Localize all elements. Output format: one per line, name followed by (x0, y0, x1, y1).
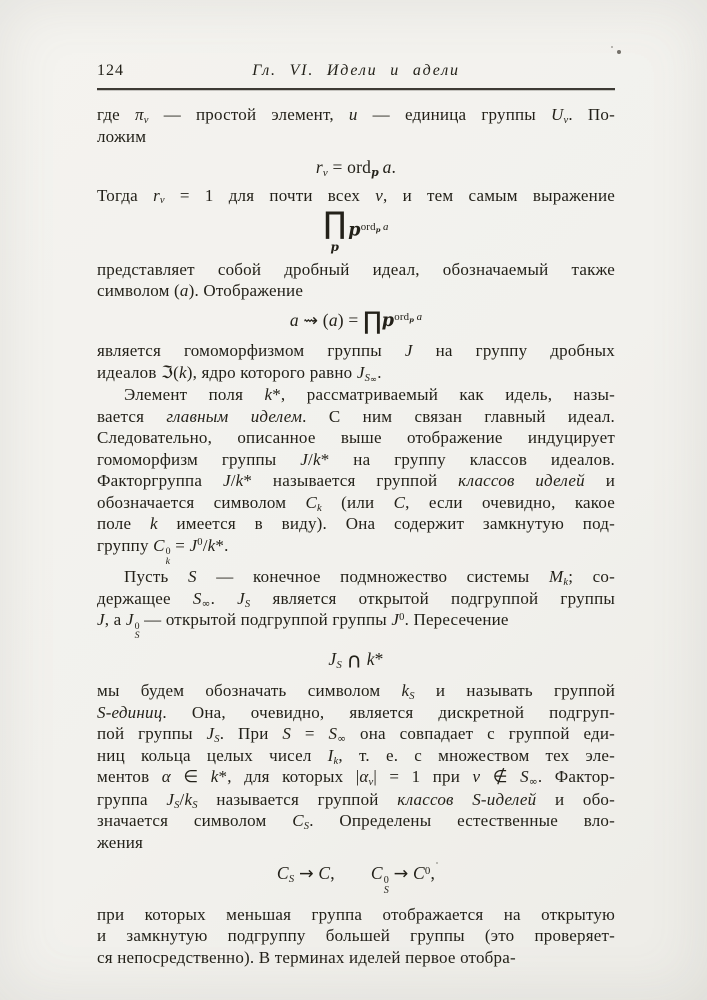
paragraph-predstavlyaet (97, 259, 615, 302)
paragraph-togda (97, 185, 615, 207)
text-line: символом (a). Отображение (97, 281, 304, 300)
text-line: Следовательно, описанное выше отображение индуцирует (97, 428, 615, 448)
paragraph-polozhim (97, 104, 615, 147)
text-line: является гомоморфизмом группы J на группу дробных (97, 341, 615, 361)
text-line: ниц кольца целых чисел $I_k$, т. е. с множеством тех эле- (97, 745, 616, 767)
text-line: Факторгруппа J/k* называется группой классов иделей и (97, 471, 615, 491)
running-head-title: Гл. VI. Идели и адели (252, 62, 460, 79)
text-line: обозначается символом $C_k$ (или C, если очевидно, какое (97, 492, 616, 514)
paragraph-pust-s (97, 566, 615, 641)
text-line: группу C 0 k = $J^0/k*$. (97, 535, 229, 567)
text-line: Тогда $r_v = 1$ для почти всех v, и тем самым выражение (97, 185, 615, 207)
formula-mapping: a ⇝ $(a) = \prod p^{ord_p a}$ (289, 305, 423, 335)
text-line: Элемент поля k*, рассматриваемый как идель, назы- (124, 385, 615, 405)
text-line: Пусть S — конечное подмножество системы $M_k$; со- (124, 567, 615, 589)
formula-embeddings: $C_S \to C$, C 0 S → $C^0$, (276, 863, 436, 896)
scan-speck (617, 50, 621, 54)
text-line: группа $J_S/k_S$ называется группой классов S-иделей и обо- (97, 789, 615, 811)
text-line: ся непосредственно). В терминах иделей первое отобра- (97, 947, 516, 967)
text-line: представляет собой дробный идеал, обозначаемый также (97, 259, 615, 279)
header-rule (97, 88, 615, 90)
paragraph-pri-kotoryh (97, 904, 615, 969)
text-line: гомоморфизм группы J/k* на группу классов идеалов. (97, 449, 615, 469)
text-line: S-единиц. Она, очевидно, является дискретной подгруп- (97, 702, 615, 722)
text-line: мы будем обозначать символом $k_S$ и называть группой (97, 681, 615, 703)
text-line: пой группы $J_S$. При $S = S_\infty$ она совпадает с группой еди- (97, 724, 615, 746)
page-number: 124 (97, 62, 124, 79)
formula-intersection: $J_S$ ∩ k* (328, 648, 384, 673)
page-body (97, 104, 615, 968)
text-line: держащее $S_\infty$. $J_S$ является открытой подгруппой группы (97, 588, 615, 610)
text-line: ментов α ∈ k*, для которых $|\alpha_v| = 1$ при v ∉ $S_\infty$. Фактор- (97, 767, 615, 789)
text-line: J, а J 0 S — открытой подгруппой группы $J^0$. Пересечение (97, 610, 509, 642)
paragraph-element-polya (97, 384, 615, 566)
formula-product-ideal: ∏ p $p^{ord_p a}$ (323, 206, 389, 254)
scan-speck (436, 862, 438, 864)
text-line: где $\pi_v$ — простой элемент, u — единица группы $U_v$. По- (97, 105, 615, 126)
text-line: и замкнутую подгруппу большей группы (это проверяет- (97, 926, 615, 946)
text-line: идеалов ℑ(k), ядро которого равно $J_{S_\infty}$. (97, 362, 382, 385)
text-block (97, 62, 615, 968)
paragraph-s-edinicy (97, 680, 615, 853)
text-line: жения (97, 832, 144, 852)
scan-speck (611, 46, 613, 48)
text-line: поле k имеется в виду). Она содержит замкнутую под- (97, 514, 615, 534)
text-line: при которых меньшая группа отображается на открытую (97, 904, 615, 924)
text-line: вается главным иделем. С ним связан главный идеал. (97, 406, 615, 426)
paragraph-gomomorfizm (97, 340, 615, 384)
page-header (97, 62, 615, 84)
formula-rv-ord: $r_v = ord_p$ a. (315, 157, 397, 180)
text-line: значается символом $C_S$. Определены естественные вло- (97, 811, 615, 833)
text-line: ложим (97, 126, 147, 146)
